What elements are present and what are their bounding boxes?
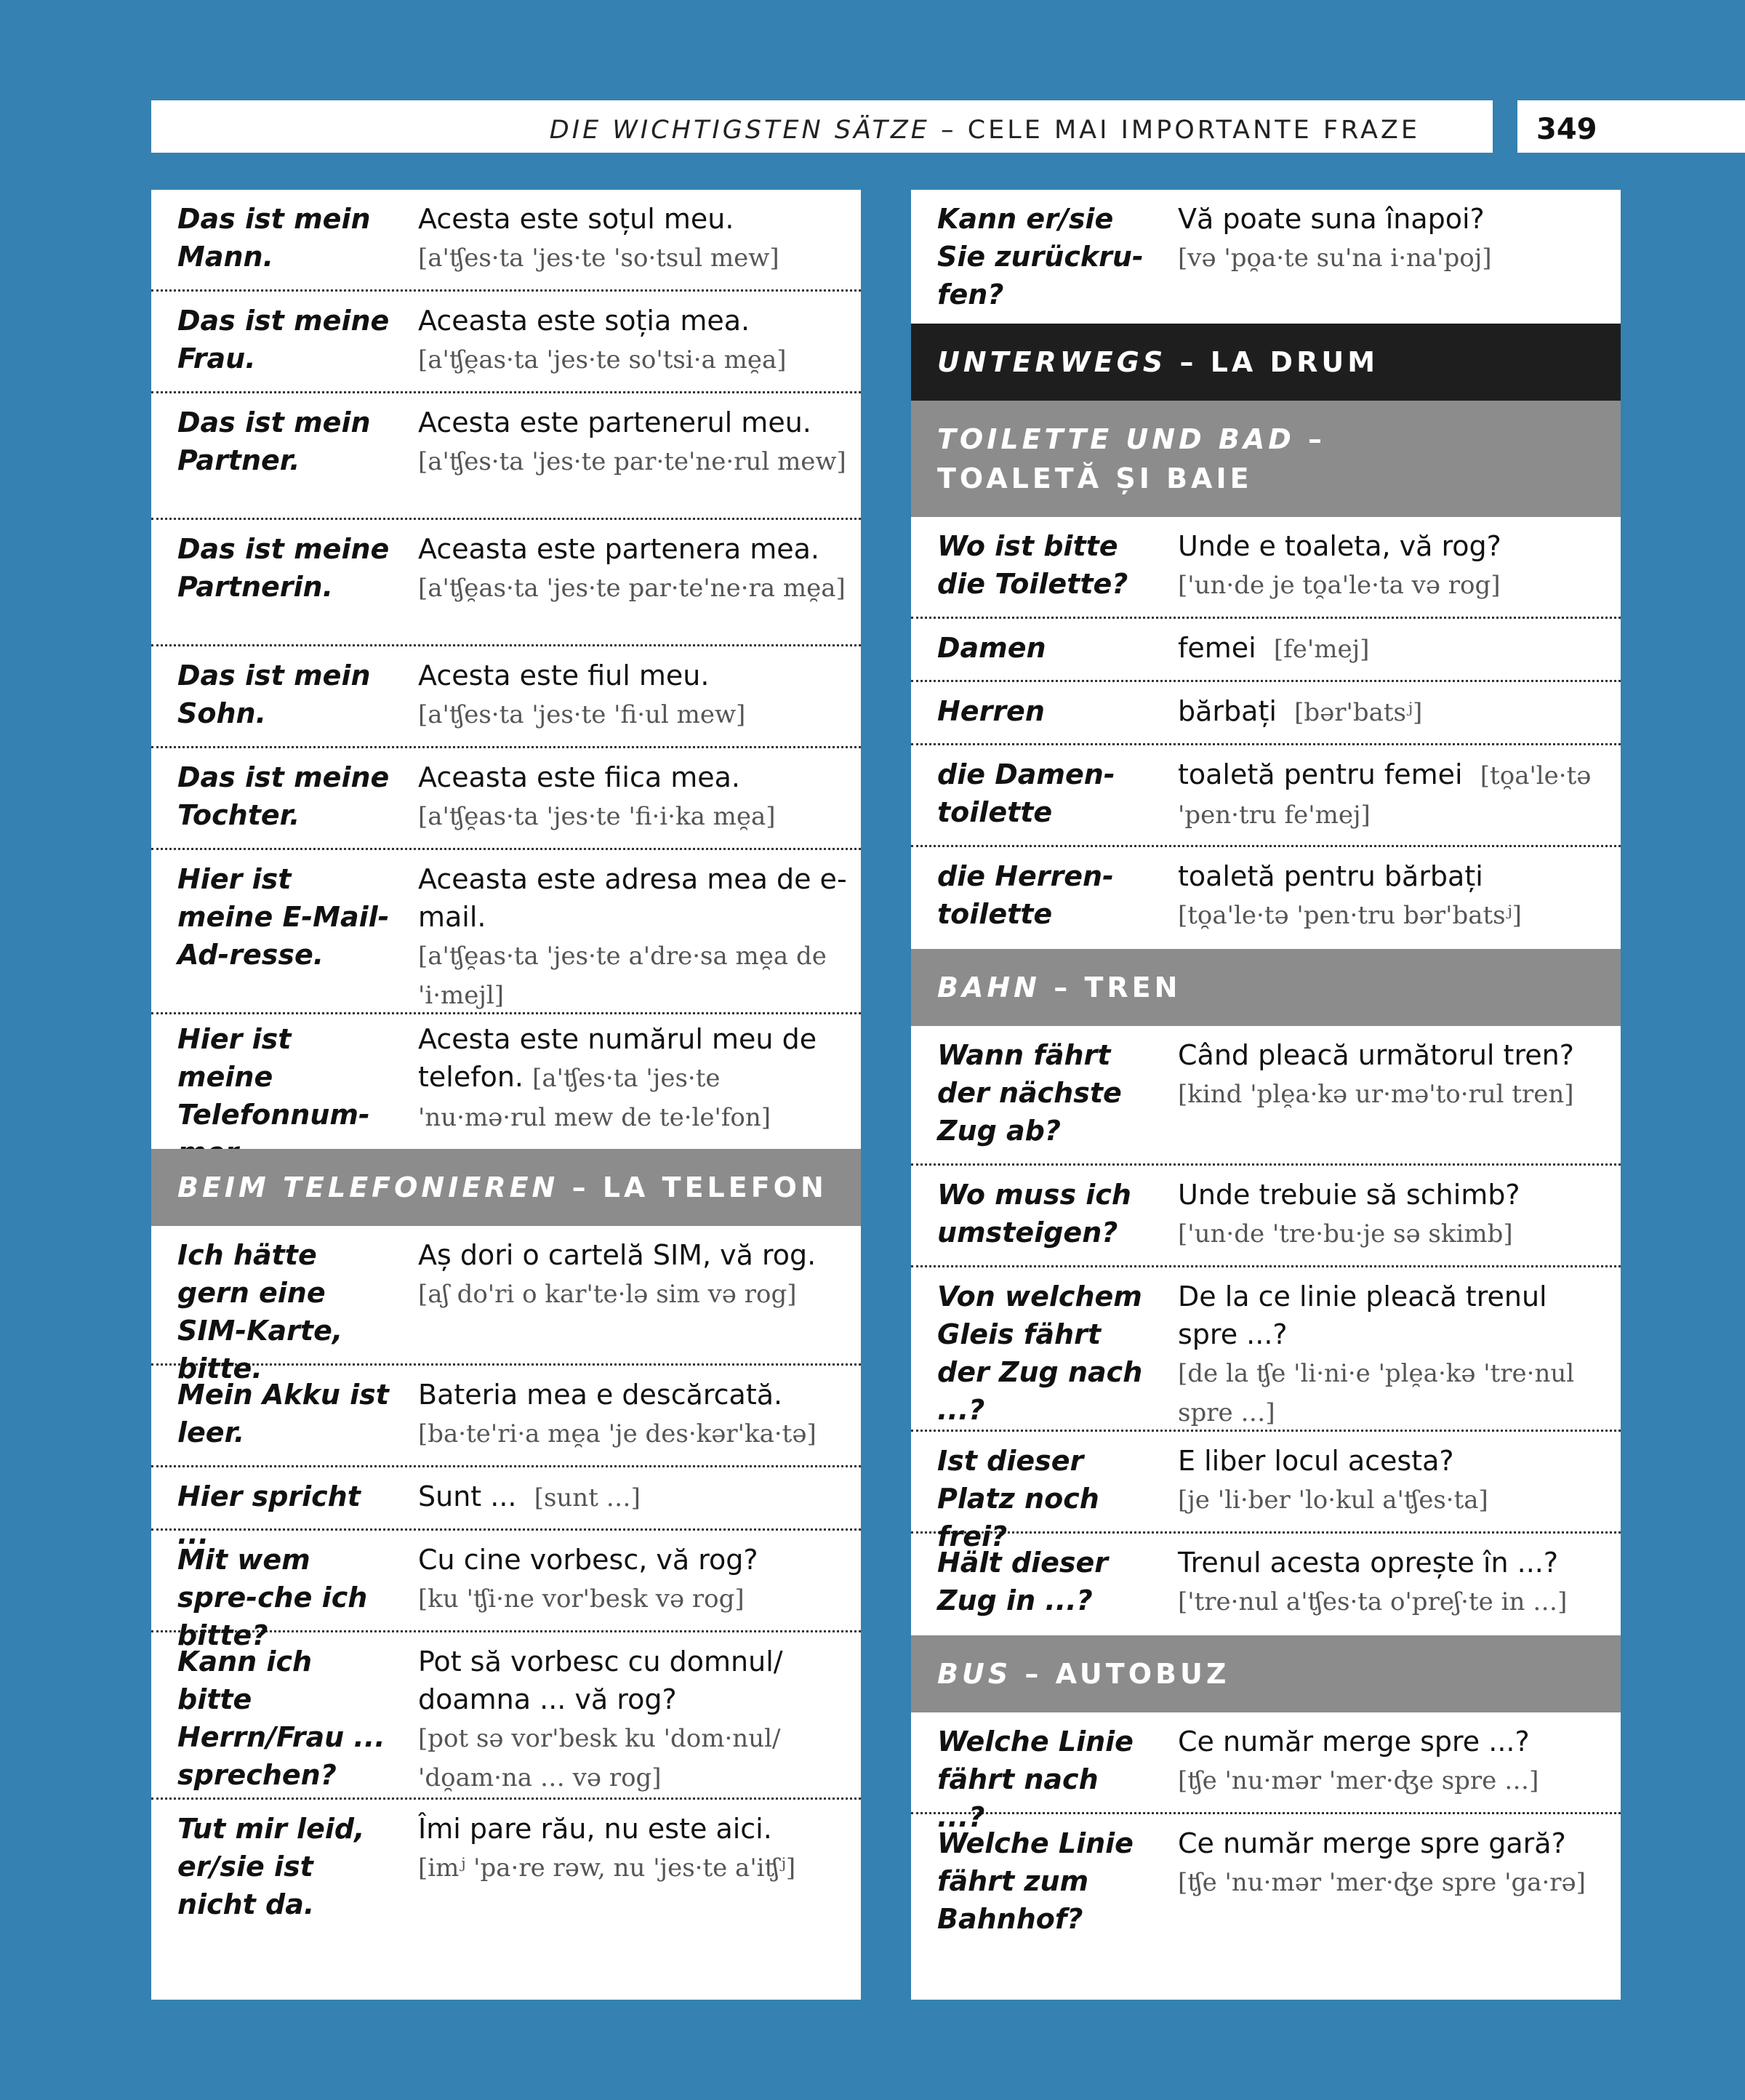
german-phrase: Das ist meine Frau. [177, 305, 390, 374]
phrase-row [151, 520, 861, 646]
pronunciation: [to̯a'le·tə 'pen·tru bər'batsʲ] [1178, 901, 1522, 930]
romanian-text: Aceasta este fiica mea. [418, 761, 740, 793]
romanian-text: E liber locul acesta? [1178, 1445, 1454, 1477]
section-heading-sep: – [1294, 423, 1326, 455]
phrase-row [911, 1814, 1621, 1960]
romanian-translation [1178, 1544, 1612, 1621]
phrase-row [151, 1366, 861, 1467]
section-heading-train [911, 949, 1621, 1026]
german-phrase: Wann fährt der nächste Zug ab? [937, 1039, 1122, 1147]
romanian-text: Ce număr merge spre gară? [1178, 1827, 1566, 1859]
pronunciation: [fe'mej] [1273, 635, 1370, 664]
romanian-translation [1178, 200, 1612, 277]
header-title [550, 100, 1420, 153]
romanian-translation [418, 860, 852, 1014]
romanian-text: bărbați [1178, 695, 1277, 727]
german-phrase: Hier ist meine E-Mail-Ad-resse. [177, 863, 390, 971]
romanian-text: Acesta este soțul meu. [418, 203, 734, 235]
german-phrase: die Herren-toilette [937, 860, 1114, 930]
german-phrase: Das ist mein Sohn. [177, 660, 371, 729]
section-heading-bus [911, 1635, 1621, 1712]
german-phrase: Mit wem spre-che ich bitte? [177, 1544, 368, 1651]
german-phrase: Das ist mein Mann. [177, 203, 371, 273]
german-phrase: Welche Linie fährt nach ...? [937, 1726, 1134, 1833]
romanian-translation [418, 1810, 852, 1887]
romanian-text: Unde trebuie să schimb? [1178, 1179, 1520, 1211]
page-number-box [1517, 100, 1745, 153]
romanian-translation [1178, 857, 1612, 934]
pronunciation: [a'ʧes·ta 'jes·te 'nu·mə·rul mew de te·le'fon] [418, 1064, 771, 1132]
section-heading-ro: TOALETĂ ȘI BAIE [937, 462, 1253, 494]
section-heading-travel [911, 324, 1621, 401]
phrase-row [911, 1534, 1621, 1635]
pronunciation: [a'ʧe̯as·ta 'jes·te so'tsi·a me̯a] [418, 345, 787, 374]
pronunciation: [ʧe 'nu·mər 'mer·ʤe spre 'ga·rə] [1178, 1868, 1586, 1897]
running-header [151, 100, 1493, 153]
section-heading-de: BAHN [937, 971, 1040, 1003]
pronunciation: ['un·de 'tre·bu·je sə skimb] [1178, 1219, 1513, 1249]
german-phrase: die Damen-toilette [937, 758, 1115, 828]
left-column [151, 190, 861, 2000]
german-phrase: Ist dieser Platz noch frei? [937, 1445, 1099, 1552]
romanian-translation [1178, 1278, 1612, 1432]
right-column [911, 190, 1621, 2000]
german-phrase: Hält dieser Zug in ...? [937, 1547, 1108, 1616]
pronunciation: [və 'po̯a·te su'na i·na'poj] [1178, 244, 1492, 273]
header-title-ro: CELE MAI IMPORTANTE FRAZE [967, 116, 1420, 145]
romanian-text: Unde e toaleta, vă rog? [1178, 530, 1501, 562]
pronunciation: [imʲ 'pa·re rəw, nu 'jes·te a'iʧʲ] [418, 1853, 796, 1883]
german-phrase: Das ist meine Tochter. [177, 761, 390, 831]
german-phrase: Das ist meine Partnerin. [177, 533, 390, 603]
pronunciation: [bər'batsʲ] [1294, 698, 1423, 727]
romanian-translation [1178, 1036, 1612, 1113]
romanian-text: Acesta este numărul meu de telefon. [418, 1023, 817, 1093]
romanian-translation [418, 657, 852, 734]
phrase-row [151, 292, 861, 393]
romanian-text: Când pleacă următorul tren? [1178, 1039, 1574, 1071]
pronunciation: [a'ʧes·ta 'jes·te 'so·tsul mew] [418, 244, 779, 273]
romanian-text: Aceasta este adresa mea de e-mail. [418, 863, 847, 933]
german-phrase: Mein Akku ist leer. [177, 1379, 389, 1448]
romanian-translation [1178, 629, 1612, 668]
section-heading-de: TOILETTE UND BAD [937, 423, 1295, 455]
romanian-text: Vă poate suna înapoi? [1178, 203, 1485, 235]
romanian-text: toaletă pentru bărbați [1178, 860, 1483, 892]
pronunciation: [ba·te'ri·a me̯a 'je des·kər'ka·tə] [418, 1419, 817, 1448]
section-heading-de: UNTERWEGS [937, 346, 1167, 378]
phrase-row [911, 1026, 1621, 1166]
phrase-row [151, 190, 861, 292]
romanian-text: De la ce linie pleacă trenul spre ...? [1178, 1281, 1547, 1350]
pronunciation: [ku 'ʧi·ne vor'besk və rog] [418, 1584, 745, 1614]
pronunciation: [de la ʧe 'li·ni·e 'ple̯a·kə 'tre·nul spre …] [1178, 1359, 1575, 1427]
romanian-translation [418, 530, 852, 607]
section-heading-sep: – [558, 1171, 603, 1203]
section-heading-ro: LA TELEFON [602, 1171, 827, 1203]
phrase-row [911, 190, 1621, 324]
phrase-row [151, 850, 861, 1014]
romanian-translation [1178, 1176, 1612, 1253]
phrase-row [911, 1712, 1621, 1833]
romanian-text: Acesta este fiul meu. [418, 660, 710, 692]
section-heading-toilet [911, 401, 1621, 517]
german-phrase: Wo ist bitte die Toilette? [937, 530, 1128, 600]
romanian-translation [1178, 1442, 1612, 1519]
romanian-text: Bateria mea e descărcată. [418, 1379, 783, 1411]
pronunciation: [aʃ do'ri o kar'te·lə sim və rog] [418, 1280, 797, 1309]
pronunciation: [pot sə vor'besk ku 'dom·nul/ 'do̯am·na … və rog] [418, 1724, 781, 1792]
romanian-translation [418, 1236, 852, 1313]
section-heading-sep: – [1166, 346, 1211, 378]
romanian-translation [1178, 527, 1612, 604]
romanian-text: Sunt ... [418, 1480, 517, 1512]
romanian-text: Aș dori o cartelă SIM, vă rog. [418, 1239, 817, 1271]
german-phrase: Ich hätte gern eine SIM-Karte, bitte. [177, 1239, 343, 1384]
section-heading-sep: – [1040, 971, 1085, 1003]
page-number: 349 [1536, 113, 1597, 146]
romanian-text: Aceasta este soția mea. [418, 305, 750, 337]
german-phrase: Das ist mein Partner. [177, 406, 371, 476]
german-phrase: Welche Linie fährt zum Bahnhof? [937, 1827, 1134, 1935]
german-phrase: Damen [937, 632, 1046, 664]
pronunciation: [kind 'ple̯a·kə ur·mə'to·rul tren] [1178, 1080, 1574, 1109]
romanian-translation [418, 1643, 852, 1797]
phrase-row [911, 1166, 1621, 1267]
romanian-text: Pot să vorbesc cu domnul/ doamna ... vă rog? [418, 1646, 783, 1715]
section-heading-ro: TREN [1084, 971, 1182, 1003]
romanian-translation [418, 1541, 852, 1618]
pronunciation: [a'ʧe̯as·ta 'jes·te 'fi·i·ka me̯a] [418, 802, 776, 831]
phrase-row [151, 1014, 861, 1149]
header-title-de: DIE WICHTIGSTEN SÄTZE [549, 116, 930, 145]
german-phrase: Von welchem Gleis fährt der Zug nach ...? [937, 1281, 1143, 1426]
german-phrase: Herren [937, 695, 1045, 727]
romanian-translation [418, 1478, 852, 1517]
phrase-row [911, 682, 1621, 745]
romanian-translation [418, 302, 852, 379]
phrase-row [151, 748, 861, 850]
german-phrase: Wo muss ich umsteigen? [937, 1179, 1131, 1249]
phrase-row [151, 646, 861, 748]
romanian-text: Ce număr merge spre ...? [1178, 1726, 1530, 1758]
section-heading-ro: AUTOBUZ [1055, 1658, 1230, 1690]
german-phrase: Tut mir leid, er/sie ist nicht da. [177, 1813, 365, 1920]
phrase-row [911, 847, 1621, 949]
pronunciation: [a'ʧes·ta 'jes·te par·te'ne·rul mew] [418, 447, 846, 476]
romanian-translation [418, 404, 852, 481]
romanian-translation [1178, 692, 1612, 732]
pronunciation: ['tre·nul a'ʧes·ta o'preʃ·te in …] [1178, 1587, 1568, 1616]
header-title-sep: – [929, 116, 968, 145]
romanian-text: Acesta este partenerul meu. [418, 406, 811, 438]
pronunciation: [je 'li·ber 'lo·kul a'ʧes·ta] [1178, 1486, 1488, 1515]
section-heading-sep: – [1011, 1658, 1056, 1690]
romanian-text: Aceasta este partenera mea. [418, 533, 820, 565]
pronunciation: ['un·de je to̯a'le·ta və rog] [1178, 571, 1501, 600]
phrase-row [911, 1432, 1621, 1552]
phrase-row [911, 745, 1621, 847]
phrase-row [911, 1267, 1621, 1432]
german-phrase: Hier spricht ... [177, 1480, 361, 1550]
romanian-text: Cu cine vorbesc, vă rog? [418, 1544, 758, 1576]
pronunciation: [to̯a'le·tə 'pen·tru fe'mej] [1178, 761, 1592, 830]
romanian-translation [418, 1020, 852, 1137]
phrase-row [911, 517, 1621, 619]
romanian-translation [418, 200, 852, 277]
pronunciation: [ʧe 'nu·mər 'mer·ʤe spre …] [1178, 1766, 1539, 1795]
romanian-translation [418, 1376, 852, 1453]
phrase-row [151, 1226, 861, 1384]
romanian-text: femei [1178, 632, 1256, 664]
german-phrase: Kann ich bitte Herrn/Frau ... sprechen? [177, 1646, 385, 1791]
romanian-text: Trenul acesta oprește în ...? [1178, 1547, 1559, 1579]
pronunciation: [a'ʧes·ta 'jes·te 'fi·ul mew] [418, 700, 746, 729]
romanian-translation [1178, 756, 1612, 834]
pronunciation: [sunt …] [534, 1483, 641, 1512]
phrase-row [151, 1467, 861, 1550]
romanian-translation [418, 758, 852, 835]
romanian-text: toaletă pentru femei [1178, 758, 1463, 790]
pronunciation: [a'ʧe̯as·ta 'jes·te par·te'ne·ra me̯a] [418, 574, 846, 603]
pronunciation: [a'ʧe̯as·ta 'jes·te a'dre·sa me̯a de 'i·mejl] [418, 942, 827, 1010]
phrase-row [151, 393, 861, 520]
section-heading-de: BEIM TELEFONIEREN [177, 1171, 559, 1203]
phrase-row [151, 1531, 861, 1651]
german-phrase: Hier ist meine Telefonnum- [177, 1023, 370, 1131]
phrase-row [911, 619, 1621, 682]
section-heading-phone [151, 1149, 861, 1226]
phrase-row [151, 1632, 861, 1800]
romanian-text: Îmi pare rău, nu este aici. [418, 1813, 772, 1845]
romanian-translation [1178, 1824, 1612, 1901]
phrase-row [151, 1800, 861, 1989]
german-phrase: Kann er/sie Sie zurückru-fen? [937, 203, 1144, 310]
romanian-translation [1178, 1723, 1612, 1800]
section-heading-de: BUS [937, 1658, 1012, 1690]
section-heading-ro: LA DRUM [1210, 346, 1379, 378]
